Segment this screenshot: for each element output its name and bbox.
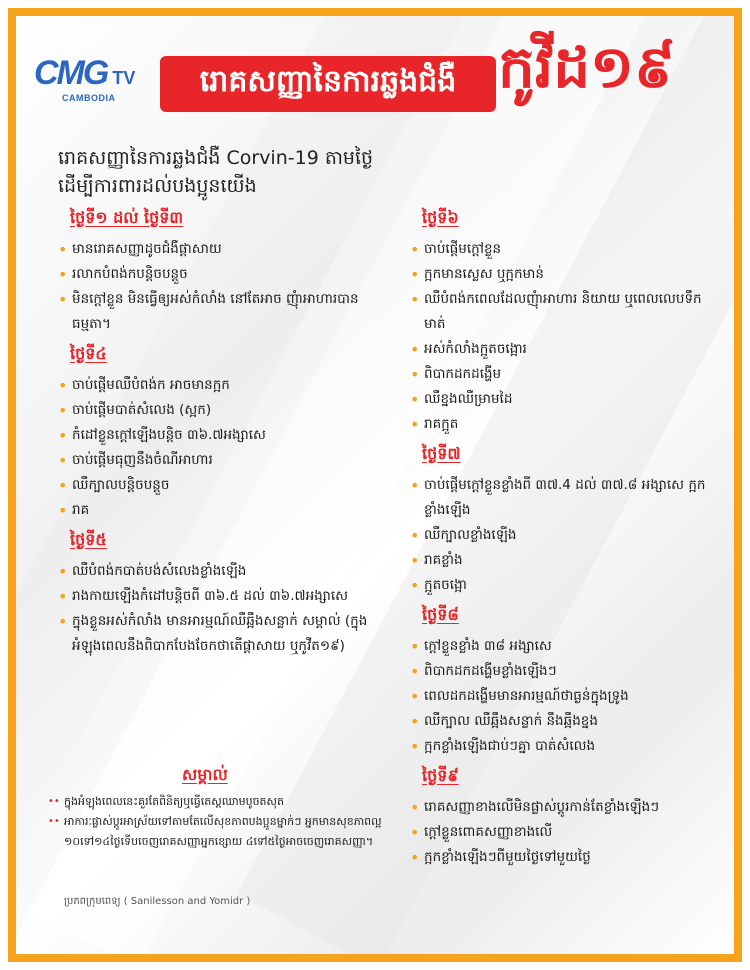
day-heading: ថ្ងៃទី១ ដល់ ថ្ងៃទី៣ [70, 208, 184, 227]
list-item: • ក្នុងខ្លួនអស់កំលាំង មានអារម្មណ៍ឈឺឆ្អឹងសន្លាក់ សម្គាល់ (ក្នុងអំឡុងពេលនឹងពិបាកបែងចែកថាតើផ្តាសាយ ឬកូវីត១៩) [58, 609, 388, 659]
list-item: • រាគក្អួត [410, 412, 710, 437]
list-item: • កំដៅខ្លួនក្តៅឡើងបន្តិច ៣៦.៧អង្សាសេ [58, 423, 388, 448]
list-item: • រាគខ្លាំង [410, 548, 710, 573]
section-day-5 [58, 529, 388, 659]
section-day-6 [410, 207, 710, 437]
day-heading: ថ្ងៃទី៥ [70, 530, 107, 549]
section-day-1-3 [58, 207, 388, 337]
right-column [410, 205, 710, 876]
list-item: • ចាប់ផ្តើមក្តៅខ្លួនខ្លាំងពី ៣៧.4 ដល់ ៣៧.៨ អង្សាសេ ក្អកខ្លាំងឡើង [410, 473, 710, 523]
day-heading: ថ្ងៃទី៦ [422, 208, 459, 227]
list-item: • រលាកបំពង់កបន្តិចបន្តួច [58, 262, 388, 287]
logo-sub: CAMBODIA [62, 93, 116, 103]
list-item: • មិនក្តៅខ្លួន មិនធ្វើឲ្យអស់កំលាំង នៅតែអាច ញុំាអាហារបានធម្មតា។ [58, 287, 388, 337]
list-item: • រោគសញ្ញាខាងលើមិនផ្លាស់ប្តូរកាន់តែខ្លាំងឡើងៗ [410, 795, 710, 820]
section-day-7 [410, 443, 710, 598]
note-title: សម្គាល់ [182, 765, 228, 784]
note-item: •• អាការៈផ្លាស់ប្តូរអាស្រ័យទៅតាមតែលើសុខភាពបងប្អូនម្នាក់ៗ អ្នកមានសុខភាពល្អ ១០ទៅ១៤ថ្ងៃទើបចេញរោគសញ្ញាអ្នកខ្សោយ ៤ទៅ៥ថ្ងៃអាចចេញរោគសញ្ញា។ [48, 812, 393, 852]
notes-list [48, 792, 393, 852]
list-item: • ពេលដកដង្ហើមមានអារម្មណ៍ថាធ្ងន់ក្នុងទ្រូង [410, 684, 710, 709]
logo-mark: CMG [34, 54, 108, 92]
day-heading: ថ្ងៃទី៧ [422, 444, 461, 463]
list-item: • មានរោគសញ្ញាដូចជំងឺផ្តាសាយ [58, 237, 388, 262]
list-item: • ចាប់ផ្តើមបាត់សំលេង (ស្អក) [58, 398, 388, 423]
day-heading: ថ្ងៃទី៩ [422, 766, 459, 785]
header-title-big: កូវីដ១៩ [498, 32, 676, 101]
list-item: • ឈឺខ្នងឈឺម្រាមដៃ [410, 387, 710, 412]
cmg-tv-logo [34, 54, 154, 114]
header-title: រោគសញ្ញានៃការឆ្លងជំងឺ [160, 56, 496, 112]
list-item: • ក្អកខ្លាំងឡើងជាប់ៗគ្នា បាត់សំលេង [410, 734, 710, 759]
note-item: •• ក្នុងអំឡុងពេលនេះគួរតែពិនិត្យឬធ្វើតេស្តឈាមបូចតសុត [48, 792, 393, 812]
list-item: • ពិបាកដកដង្ហើម [410, 362, 710, 387]
list-item: • ក្អួតចង្អោ [410, 573, 710, 598]
list-item: • អស់កំលាំងក្អួតចង្អោរ [410, 337, 710, 362]
list-item: • ឈឺបំពង់កពេលដែលញុំាអាហារ និយាយ ឬពេលលេបទឹកមាត់ [410, 287, 710, 337]
section-day-9 [410, 765, 710, 870]
left-column [58, 205, 388, 665]
list-item: • ឈឺក្បាល ឈឺឆ្អឹងសន្លាក់ នឹងឆ្អឹងខ្នង [410, 709, 710, 734]
list-item: • រាគ [58, 498, 388, 523]
list-item: • ក្តៅខ្លួនខ្លាំង ៣៨ អង្សាសេ [410, 634, 710, 659]
list-item: • ឈឺក្បាលខ្លាំងឡើង [410, 523, 710, 548]
intro-text: រោគសញ្ញានៃការឆ្លងជំងឺ Corvin-19 តាមថ្ងៃ ដើម្បីការពារដល់បងប្អូនយើង [58, 147, 374, 197]
list-item: • ពិបាកដកដង្ហើមខ្លាំងឡើងៗ [410, 659, 710, 684]
logo-tv: TV [112, 68, 136, 88]
list-item: • ក្អកខ្លាំងឡើងៗពីមួយថ្ងៃទៅមួយថ្ងៃ [410, 845, 710, 870]
list-item: • ចាប់ផ្តើមឈឺបំពង់ក អាចមានក្អក [58, 373, 388, 398]
list-item: • ចាប់ផ្តើមធុញនឹងចំណីអាហារ [58, 448, 388, 473]
section-day-4 [58, 343, 388, 523]
list-item: • ចាប់ផ្តើមក្តៅខ្លួន [410, 237, 710, 262]
list-item: • រាងកាយឡើងកំដៅបន្តិចពី ៣៦.៥ ដល់ ៣៦.៧អង្សាសេ [58, 584, 388, 609]
day-heading: ថ្ងៃទី៤ [70, 344, 107, 363]
list-item: • ឈឺបំពង់កបាត់បង់សំលេងខ្លាំងឡើង [58, 559, 388, 584]
section-day-8 [410, 604, 710, 759]
day-heading: ថ្ងៃទី៨ [422, 605, 459, 624]
source-credit: ប្រភពក្រុមពេទ្យ ( Sanilesson and Yomidr ) [64, 896, 251, 907]
list-item: • ក្តៅខ្លួនពោគសញ្ញាខាងលើ [410, 820, 710, 845]
list-item: • ក្អកមានស្លេស ឬក្អកមាន់ [410, 262, 710, 287]
list-item: • ឈឺក្បាលបន្តិចបន្តួច [58, 473, 388, 498]
